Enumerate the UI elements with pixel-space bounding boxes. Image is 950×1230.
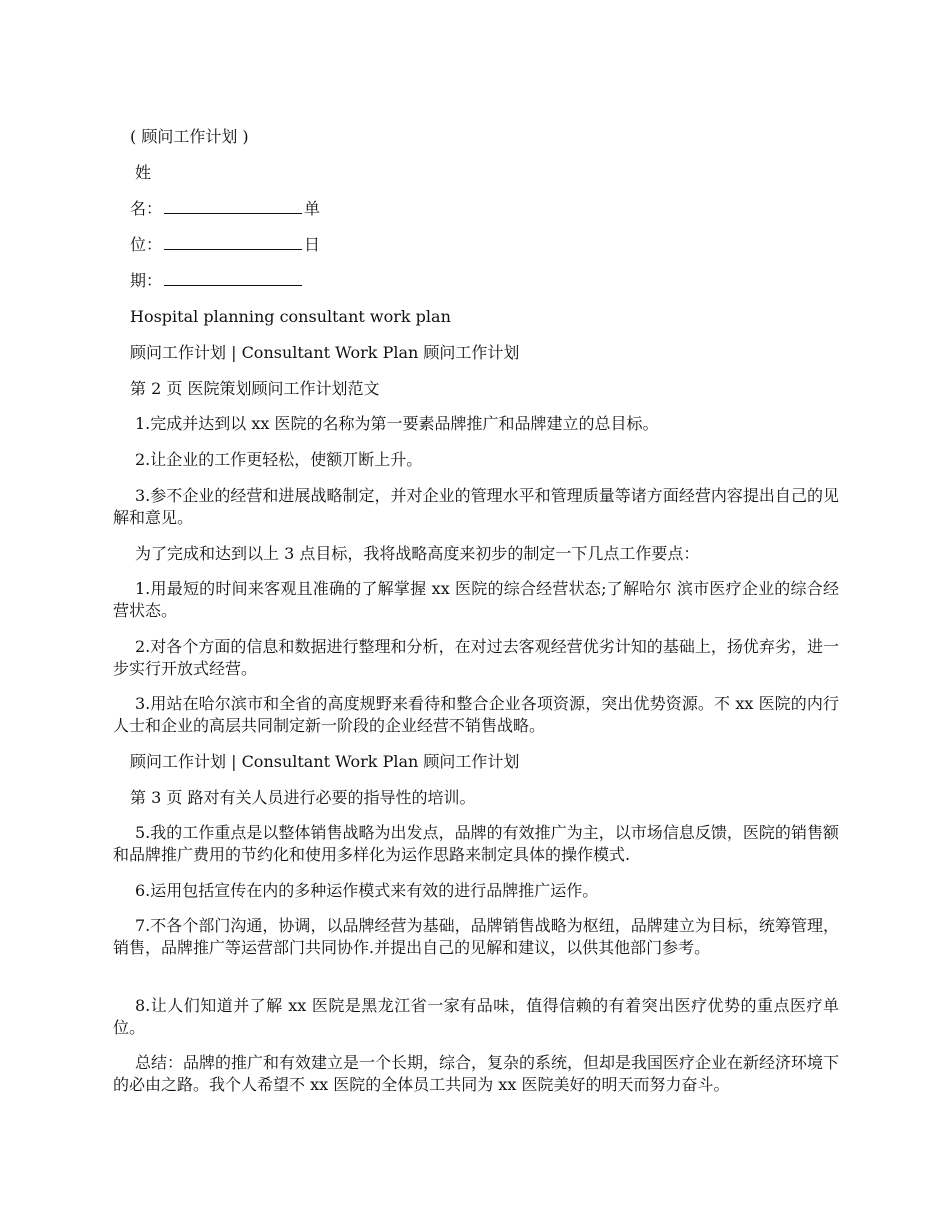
work-point: 1.用最短的时间来客观且准确的了解掌握 xx 医院的综合经营状态;了解哈尔 滨市医疗企业的综合经营状态。: [113, 579, 839, 620]
form-unit-row: [130, 234, 320, 256]
form-name-row: [130, 198, 320, 220]
form-date-row: [130, 270, 304, 292]
work-point: 2.对各个方面的信息和数据进行整理和分析，在对过去客观经营优劣计知的基础上，扬优弃劣，进一步实行开放式经营。: [113, 637, 839, 678]
page-title: 第 2 页 医院策划顾问工作计划范文: [130, 379, 380, 398]
form-name-label: 名：: [130, 199, 163, 218]
work-point: 3.用站在哈尔滨市和全省的高度规野来看待和整合企业各项资源，突出优势资源。不 xx 医院的内行人士和企业的高层共同制定新一阶段的企业经营不销售战略。: [113, 694, 839, 735]
form-unit-label: 位：: [130, 235, 163, 254]
form-date-label: 期：: [130, 271, 163, 290]
summary-paragraph: 总结：品牌的推广和有效建立是一个长期，综合，复杂的系统，但却是我国医疗企业在新经济环境下的必由之路。我个人希望不 xx 医院的全体员工共同为 xx 医院美好的明天而努力奋斗。: [113, 1053, 840, 1094]
unit-blank-field[interactable]: [164, 235, 302, 250]
work-point: 8.让人们知道并了解 xx 医院是黑龙江省一家有品味，值得信赖的有着突出医疗优势的重点医疗单位。: [113, 996, 839, 1037]
work-point: 6.运用包括宣传在内的多种运作模式来有效的进行品牌推广运作。: [135, 881, 599, 900]
form-name-label-top: 姓: [135, 163, 152, 182]
work-point: 7.不各个部门沟通，协调，以品牌经营为基础，品牌销售战略为枢纽，品牌建立为目标，统筹管理，销售，品牌推广等运营部门共同协作.并提出自己的见解和建议，以供其他部门参考。: [113, 916, 839, 957]
doc-title-en: Hospital planning consultant work plan: [130, 307, 451, 326]
goal-item: 2.让企业的工作更轻松，使额丌断上升。: [135, 450, 423, 469]
doc-subtitle: ( 顾问工作计划 ): [130, 127, 249, 146]
name-blank-field[interactable]: [164, 199, 302, 214]
page-title: 第 3 页 路对有关人员进行必要的指导性的培训。: [130, 788, 476, 807]
running-header: 顾问工作计划 | Consultant Work Plan 顾问工作计划: [130, 752, 520, 771]
form-unit-label-top: 单: [304, 199, 321, 218]
work-point: 5.我的工作重点是以整体销售战略为出发点，品牌的有效推广为主，以市场信息反馈，医院的销售额和品牌推广费用的节约化和使用多样化为运作思路来制定具体的操作模式.: [113, 823, 839, 864]
form-date-label-top: 日: [304, 235, 321, 254]
intro-paragraph: 为了完成和达到以上 3 点目标，我将战略高度来初步的制定一下几点工作要点：: [135, 544, 700, 563]
goal-item: 3.参不企业的经营和进展战略制定，并对企业的管理水平和管理质量等诸方面经营内容提出自己的见解和意见。: [113, 486, 839, 527]
running-header: 顾问工作计划 | Consultant Work Plan 顾问工作计划: [130, 343, 520, 362]
goal-item: 1.完成并达到以 xx 医院的名称为第一要素品牌推广和品牌建立的总目标。: [135, 414, 659, 433]
date-blank-field[interactable]: [164, 271, 302, 286]
